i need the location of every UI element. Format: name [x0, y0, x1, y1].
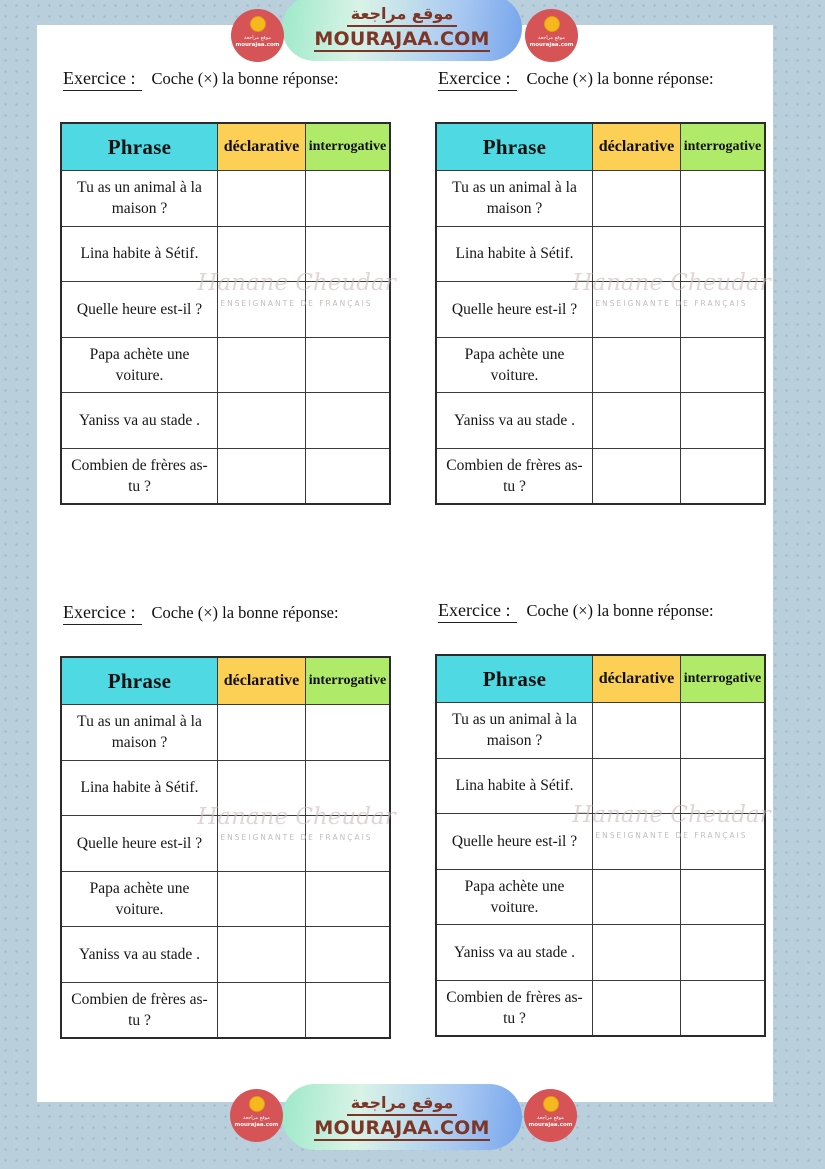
- logo-book-icon: [249, 1096, 265, 1112]
- phrase-cell: Combien de frères as-tu ?: [62, 448, 217, 504]
- answer-cell-interrogative: [680, 758, 764, 814]
- answer-cell-interrogative: [305, 448, 389, 504]
- column-header-interrogative: interrogative: [305, 658, 389, 704]
- watermark-name: Hanane Cheudar: [572, 270, 771, 296]
- exercise-block-top-right: [435, 68, 771, 508]
- mourajaa-logo-bottom-right: [524, 1089, 577, 1142]
- site-banner-top: [282, 0, 522, 61]
- answer-cell-declarative: [592, 281, 680, 337]
- phrase-cell: Papa achète une voiture.: [437, 869, 592, 925]
- answer-cell-declarative: [217, 760, 305, 816]
- column-header-declarative: déclarative: [217, 658, 305, 704]
- answer-cell-declarative: [592, 702, 680, 758]
- answer-cell-declarative: [217, 226, 305, 282]
- banner-arabic-title: موقع مراجعة: [347, 4, 458, 27]
- answer-cell-interrogative: [305, 982, 389, 1038]
- answer-cell-interrogative: [305, 226, 389, 282]
- phrase-cell: Combien de frères as-tu ?: [437, 448, 592, 504]
- answer-cell-declarative: [217, 704, 305, 760]
- exercise-block-bottom-left: [60, 602, 396, 1042]
- phrase-cell: Lina habite à Sétif.: [62, 760, 217, 816]
- phrase-cell: Quelle heure est-il ?: [437, 813, 592, 869]
- logo-url-text: mourajaa.com: [528, 1121, 573, 1128]
- exercise-table: [60, 122, 396, 505]
- logo-book-icon: [250, 16, 266, 32]
- answer-cell-declarative: [592, 170, 680, 226]
- mourajaa-logo-bottom-left: [230, 1089, 283, 1142]
- answer-cell-interrogative: [305, 704, 389, 760]
- answer-cell-interrogative: [680, 170, 764, 226]
- logo-url-text: mourajaa.com: [234, 1121, 279, 1128]
- exercise-instruction: Coche (×) la bonne réponse:: [526, 69, 714, 88]
- exercise-heading: [63, 68, 339, 89]
- answer-cell-interrogative: [305, 337, 389, 393]
- answer-cell-declarative: [217, 448, 305, 504]
- answer-cell-declarative: [592, 392, 680, 448]
- answer-cell-interrogative: [305, 170, 389, 226]
- phrase-cell: Papa achète une voiture.: [62, 337, 217, 393]
- column-header-interrogative: interrogative: [305, 124, 389, 170]
- exercise-title: Exercice :: [438, 600, 517, 623]
- phrase-cell: Papa achète une voiture.: [62, 871, 217, 927]
- answer-cell-interrogative: [305, 392, 389, 448]
- answer-cell-declarative: [217, 170, 305, 226]
- watermark-name: Hanane Cheudar: [197, 804, 396, 830]
- answer-cell-declarative: [217, 926, 305, 982]
- phrase-cell: Yaniss va au stade .: [437, 924, 592, 980]
- answer-cell-interrogative: [305, 281, 389, 337]
- exercise-title: Exercice :: [63, 602, 142, 625]
- watermark-subtitle: ENSEIGNANTE DE FRANÇAIS: [220, 299, 373, 308]
- exercise-table: [60, 656, 396, 1039]
- exercise-instruction: Coche (×) la bonne réponse:: [526, 601, 714, 620]
- logo-book-icon: [544, 16, 560, 32]
- watermark-subtitle: ENSEIGNANTE DE FRANÇAIS: [595, 299, 748, 308]
- column-header-interrogative: interrogative: [680, 656, 764, 702]
- exercise-title: Exercice :: [63, 68, 142, 91]
- answer-cell-interrogative: [680, 226, 764, 282]
- column-header-phrase: Phrase: [437, 124, 592, 170]
- column-header-phrase: Phrase: [62, 658, 217, 704]
- mourajaa-logo-top-right: [525, 9, 578, 62]
- answer-cell-interrogative: [305, 815, 389, 871]
- answer-cell-declarative: [592, 924, 680, 980]
- column-header-declarative: déclarative: [592, 124, 680, 170]
- phrase-cell: Quelle heure est-il ?: [62, 815, 217, 871]
- banner-site-link[interactable]: MOURAJAA.COM: [314, 28, 489, 53]
- logo-arabic-text: موقع مراجعة: [244, 35, 271, 41]
- phrase-cell: Yaniss va au stade .: [62, 926, 217, 982]
- phrase-cell: Combien de frères as-tu ?: [437, 980, 592, 1036]
- answer-cell-interrogative: [680, 869, 764, 925]
- answer-cell-declarative: [592, 869, 680, 925]
- column-header-phrase: Phrase: [437, 656, 592, 702]
- answer-cell-declarative: [217, 815, 305, 871]
- phrase-cell: Lina habite à Sétif.: [62, 226, 217, 282]
- phrase-cell: Tu as un animal à la maison ?: [437, 702, 592, 758]
- phrase-cell: Lina habite à Sétif.: [437, 226, 592, 282]
- mourajaa-logo-top-left: [231, 9, 284, 62]
- answer-cell-interrogative: [680, 337, 764, 393]
- exercise-block-bottom-right: [435, 600, 771, 1040]
- exercise-title: Exercice :: [438, 68, 517, 91]
- answer-cell-interrogative: [680, 813, 764, 869]
- answer-cell-interrogative: [305, 926, 389, 982]
- phrase-cell: Quelle heure est-il ?: [62, 281, 217, 337]
- answer-cell-declarative: [217, 982, 305, 1038]
- answer-cell-declarative: [592, 448, 680, 504]
- answer-cell-interrogative: [680, 392, 764, 448]
- phrase-cell: Tu as un animal à la maison ?: [62, 704, 217, 760]
- logo-arabic-text: موقع مراجعة: [537, 1115, 564, 1121]
- phrase-cell: Combien de frères as-tu ?: [62, 982, 217, 1038]
- answer-cell-declarative: [592, 758, 680, 814]
- phrase-cell: Yaniss va au stade .: [437, 392, 592, 448]
- watermark-name: Hanane Cheudar: [197, 270, 396, 296]
- answer-cell-interrogative: [680, 448, 764, 504]
- column-header-declarative: déclarative: [217, 124, 305, 170]
- logo-arabic-text: موقع مراجعة: [538, 35, 565, 41]
- phrase-cell: Lina habite à Sétif.: [437, 758, 592, 814]
- answer-cell-declarative: [217, 392, 305, 448]
- answer-cell-interrogative: [305, 760, 389, 816]
- phrase-cell: Yaniss va au stade .: [62, 392, 217, 448]
- watermark-name: Hanane Cheudar: [572, 802, 771, 828]
- answer-cell-declarative: [217, 281, 305, 337]
- watermark-subtitle: ENSEIGNANTE DE FRANÇAIS: [220, 833, 373, 842]
- answer-cell-declarative: [217, 337, 305, 393]
- logo-url-text: mourajaa.com: [529, 41, 574, 48]
- site-banner-bottom: [282, 1084, 522, 1150]
- banner-site-link[interactable]: MOURAJAA.COM: [314, 1117, 489, 1142]
- logo-url-text: mourajaa.com: [235, 41, 280, 48]
- column-header-phrase: Phrase: [62, 124, 217, 170]
- answer-cell-interrogative: [680, 980, 764, 1036]
- answer-cell-declarative: [592, 337, 680, 393]
- exercise-heading: [63, 602, 339, 623]
- exercise-block-top-left: [60, 68, 396, 508]
- exercise-table: [435, 654, 771, 1037]
- answer-cell-interrogative: [680, 702, 764, 758]
- exercise-heading: [438, 68, 714, 89]
- phrase-cell: Tu as un animal à la maison ?: [437, 170, 592, 226]
- answer-cell-declarative: [217, 871, 305, 927]
- watermark-subtitle: ENSEIGNANTE DE FRANÇAIS: [595, 831, 748, 840]
- logo-book-icon: [543, 1096, 559, 1112]
- answer-cell-interrogative: [680, 281, 764, 337]
- column-header-interrogative: interrogative: [680, 124, 764, 170]
- phrase-cell: Quelle heure est-il ?: [437, 281, 592, 337]
- answer-cell-interrogative: [680, 924, 764, 980]
- exercise-heading: [438, 600, 714, 621]
- exercise-instruction: Coche (×) la bonne réponse:: [151, 603, 339, 622]
- answer-cell-declarative: [592, 226, 680, 282]
- banner-arabic-title: موقع مراجعة: [347, 1093, 458, 1116]
- exercise-instruction: Coche (×) la bonne réponse:: [151, 69, 339, 88]
- phrase-cell: Papa achète une voiture.: [437, 337, 592, 393]
- exercise-table: [435, 122, 771, 505]
- answer-cell-interrogative: [305, 871, 389, 927]
- phrase-cell: Tu as un animal à la maison ?: [62, 170, 217, 226]
- answer-cell-declarative: [592, 980, 680, 1036]
- answer-cell-declarative: [592, 813, 680, 869]
- logo-arabic-text: موقع مراجعة: [243, 1115, 270, 1121]
- column-header-declarative: déclarative: [592, 656, 680, 702]
